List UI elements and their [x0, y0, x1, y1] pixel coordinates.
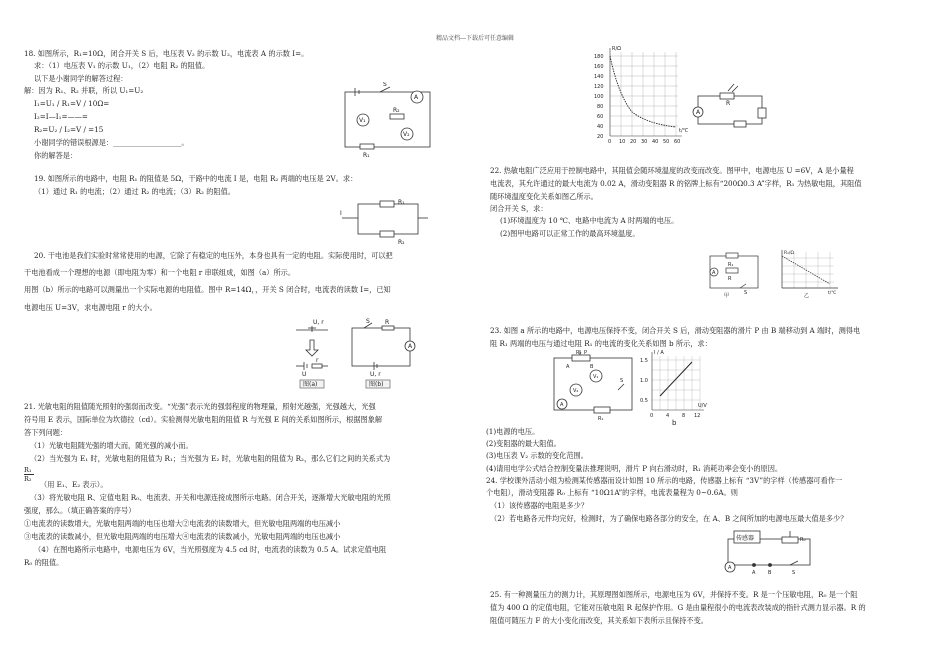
- graph23-xtick: 12: [694, 413, 701, 419]
- q21-line-3: 答下列问题：: [24, 428, 68, 437]
- graph23-ytick: 1.0: [640, 378, 648, 384]
- fig23-label-s: S: [620, 378, 624, 384]
- rt-ytick: 20: [597, 134, 604, 140]
- q23-line-1: 23. 如图 a 所示的电路中，电源电压保持不变，闭合开关 S 后，滑动变阻器的滑片 P 由 B 端移动到 A 端时，测得电: [490, 326, 861, 335]
- q24-line-3: （1）该传感器的电阻是多少？: [490, 501, 589, 510]
- fig22b-xlabel: t/℃: [828, 291, 837, 296]
- rt-ytick: 40: [597, 124, 604, 130]
- photoresistor-circuit: [690, 80, 770, 130]
- q21-line-10: ③电流表的读数减小，但光敏电阻两端的电压增大④电流表的读数减小，光敏电阻两端的电压也减小: [24, 532, 341, 541]
- fig20-label-a: A: [408, 343, 413, 350]
- q19-circuit-diagram: [340, 196, 430, 246]
- rt-ytick: 60: [597, 114, 604, 120]
- q24-line-2: 个电阻），滑动变阻器 R₀ 上标有 “10Ω1A”的字样，电流表量程为 0~0.6A。则: [486, 488, 738, 497]
- fig18-label-v1: V₁: [359, 117, 366, 124]
- q21-ratio-denominator: R₂: [24, 475, 32, 483]
- rt-ytick: 100: [594, 94, 604, 100]
- fig18-label-s: S: [383, 82, 387, 88]
- fig23-label-r2: R₂: [576, 350, 582, 356]
- fig19-label-r2: R₂: [398, 239, 405, 246]
- q18-line-6: I₂=I—I₁=——=: [34, 112, 88, 121]
- graph23-xtick: 0: [650, 413, 654, 419]
- fig23-label-r1: R₁: [598, 416, 604, 422]
- fig22b-caption: 乙: [804, 293, 810, 298]
- rt-xtick: 0: [608, 139, 612, 144]
- photo-circuit-label-a: A: [696, 109, 701, 116]
- fig22a-label-a: A: [712, 270, 716, 276]
- rt-xtick: 10: [619, 139, 626, 144]
- fig20-label-ur: U, r: [370, 371, 381, 378]
- q21-ratio-numerator: R₁: [24, 466, 32, 474]
- q20-line-2: 干电池看成一个理想的电源（即电阻为零）和一个电阻 r 串联组成，如图（a）所示。: [24, 268, 296, 277]
- graph23-caption: b: [672, 419, 677, 426]
- fig20-label-r: R: [385, 319, 390, 326]
- fig24-label-b: B: [768, 570, 772, 576]
- rt-xtick: 30: [641, 139, 648, 144]
- rt-xtick: 40: [652, 139, 659, 144]
- fig20-caption-b: 图(b): [369, 381, 384, 388]
- q20-figures: [292, 318, 422, 390]
- fig22a-label-r: R: [728, 276, 732, 282]
- fig22b-ylabel: R₁/Ω: [784, 251, 794, 256]
- fig24-label-ammeter: A: [728, 565, 732, 571]
- q21-line-11: （4）在图电路所示电路中，电源电压为 6V，当光照强度为 4.5 cd 时，电流表的读数为 0.5 A。试求定值电阻: [34, 545, 387, 554]
- fig20-caption-a: 图(a): [303, 381, 318, 388]
- q22-line-4: 闭合开关 S，求：: [490, 204, 548, 213]
- graph23-xtick: 8: [682, 413, 686, 419]
- fig19-label-r1: R₁: [398, 199, 405, 206]
- q18-line-9: 你的解答是：: [34, 151, 78, 160]
- fig20-label-s: S: [366, 318, 370, 325]
- q21-line-2: 符号用 E 表示，国际单位为坎德拉（cd）。实验测得光敏电阻的阻值 R 与光强 E 间的关系如图所示，根据图象解: [24, 415, 383, 424]
- rt-ytick: 80: [597, 104, 604, 110]
- q24-line-4: （2）若电路各元件均完好，检测时，为了确保电路各部分的安全，在 A、B 之间所加的电源电压最大值是多少？: [490, 514, 848, 523]
- q23-line-3: (1)电源的电压。: [486, 427, 540, 436]
- rt-ytick: 120: [594, 84, 604, 90]
- q22-line-3: 随环境温度变化关系如图乙所示。: [490, 192, 598, 201]
- q21-line-8: 强度，那么。（填正确答案的序号）: [24, 506, 136, 515]
- q24-line-1: 24. 学校课外活动小组为检测某传感器而设计如图 10 所示的电路，传感器上标有 “3V”的字样（传感器可看作一: [486, 476, 843, 485]
- page-header: 精品文档---下载后可任意编辑: [435, 35, 515, 42]
- fig22a-label-s: S: [744, 290, 748, 296]
- graph23-ytick: 1.5: [640, 358, 648, 364]
- q25-line-2: 值为 400 Ω 的定值电阻，它能对压敏电阻 R 起保护作用。G 是由量程很小的电流表改装成的指针式测力显示器。R 的: [490, 603, 866, 612]
- fig20-label-ur-top: U, r: [313, 319, 324, 326]
- rt-xtick: 20: [630, 139, 637, 144]
- fig23-label-a: A: [566, 364, 570, 370]
- q25-line-1: 25. 有一种测量压力的测力计，其原理图如图所示，电源电压为 6V，并保持不变。R 是一个压敏电阻，R₀ 是一个阻: [490, 590, 858, 599]
- rt-ytick: 160: [594, 64, 604, 70]
- q19-line-2: （1）通过 R₁ 的电流；（2）通过 R₂ 的电流；（3）R₂ 的阻值。: [34, 187, 235, 196]
- resistance-temperature-graph: [588, 44, 688, 144]
- rt-xtick: 60: [674, 139, 681, 144]
- q21-line-9: ①电流表的读数增大，光敏电阻两端的电压也增大②电流表的读数增大，但光敏电阻两端的电压减小: [24, 519, 341, 528]
- fig23-label-p: P: [584, 350, 588, 356]
- q23-line-5: (3)电压表 V₂ 示数的变化范围。: [486, 451, 588, 460]
- q22-line-5: (1)环境温度为 10 ℃、电路中电流为 A 时两端的电压。: [500, 216, 679, 225]
- q20-line-4: 电源电压 U=3V，求电源电阻 r 的大小。: [24, 303, 157, 312]
- q23-line-4: (2)变阻器的最大阻值。: [486, 439, 561, 448]
- q23-circuit-diagram: [548, 350, 640, 422]
- fig23-label-ammeter: A: [560, 402, 564, 408]
- fig18-label-v2: V₂: [403, 131, 410, 138]
- graph23-xtick: 4: [666, 413, 670, 419]
- fig18-label-r1: R₁: [363, 152, 370, 159]
- q22-figures: [704, 248, 844, 298]
- q18-line-4: 解：因为 R₁、R₂ 并联，所以 U₁=U₂: [24, 86, 144, 95]
- q18-line-7: R₂=U₂ / I₂=V / =15: [34, 125, 104, 134]
- q20-line-3: 用图（b）所示的电路可以测量出一个实际电源的电阻值。图中 R=14Ω，，开关 S 闭合时，电流表的读数 I=，已知: [24, 285, 391, 294]
- graph23-ylabel: I / A: [654, 350, 664, 356]
- fig23-label-v1: V₁: [593, 374, 599, 380]
- fig22a-caption: 甲: [724, 293, 730, 298]
- fig24-label-a: A: [752, 570, 756, 576]
- fig18-label-a: A: [414, 94, 419, 101]
- q21-line-6: （用 E₁、E₂ 表示）。: [40, 480, 108, 489]
- q18-line-1: 18. 如图所示，R₁=10Ω，闭合开关 S 后，电压表 V₂ 的示数 U₂，电流表 A 的示数 I=。: [24, 49, 309, 58]
- photo-circuit-label-r: R: [726, 100, 731, 107]
- q21-line-12: R₀ 的阻值。: [24, 558, 64, 567]
- fig19-label-i: I: [340, 210, 342, 217]
- q18-line-2: 求：（1）电压表 V₁ 的示数 U₁，（2）电阻 R₂ 的阻值。: [34, 61, 210, 70]
- fig20-label-r-small: r: [316, 357, 319, 364]
- rt-xlabel: t/℃: [679, 128, 688, 134]
- fig24-sensor-label: 传感器: [736, 535, 755, 542]
- q20-line-1: 20. 干电池是我们实验时常常使用的电源，它除了有稳定的电压外，本身也具有一定的电阻。实际使用时，可以把: [34, 251, 393, 260]
- q23-line-6: (4)请用电学公式结合控制变量法推理说明，滑片 P 向右滑动时，R₁ 消耗功率会变小的原因。: [486, 464, 783, 473]
- graph23-xlabel: U/V: [698, 403, 707, 409]
- fig23-label-v2: V₂: [573, 388, 579, 394]
- fig22a-label-r1: R₁: [728, 262, 734, 268]
- graph23-ytick: 0.5: [640, 398, 648, 404]
- q25-line-3: 阻值可随压力 F 的大小变化而改变，其关系如下表所示且保持不变。: [490, 616, 708, 625]
- fig24-label-r0: R₀: [800, 537, 806, 543]
- q22-line-2: 电流表，其允许通过的最大电流为 0.02 A，滑动变阻器 R 的铭牌上标有“200Ω0.3 A”字样，R₁ 为热敏电阻，其阻值: [490, 179, 862, 188]
- q18-circuit-diagram: [335, 82, 435, 162]
- q22-line-1: 22. 热敏电阻广泛应用于控制电路中，其阻值会随环境温度的改变而改变。图甲中，电源电压 U =6V，A 是小量程: [490, 166, 854, 175]
- q21-line-4: （1）光敏电阻随光强的增大而，随光强的减小而。: [30, 441, 193, 450]
- q19-line-1: 19. 如图所示的电路中，电阻 R₁ 的阻值是 5Ω，干路中的电流 I 是，电阻 R₂ 两端的电压是 2V。求：: [34, 174, 358, 183]
- q22-line-6: (2)图甲电路可以正常工作的最高环境温度。: [500, 229, 640, 238]
- q24-circuit-diagram: [720, 527, 820, 579]
- fig18-label-r2: R₂: [393, 107, 400, 114]
- rt-ytick: 140: [594, 74, 604, 80]
- rt-graph-ylabel: R/Ω: [612, 46, 621, 52]
- fig23-label-b: B: [590, 364, 594, 370]
- fig20-label-u: U: [302, 371, 307, 378]
- q23-line-2: 阻 R₁ 两端的电压与通过电阻 R₁ 的电流的变化关系如图 b 所示，求：: [490, 339, 712, 348]
- rt-ytick: 180: [594, 54, 604, 60]
- q18-line-3: 以下是小谢同学的解答过程：: [34, 74, 128, 83]
- rt-xtick: 50: [663, 139, 670, 144]
- q21-line-1: 21. 光敏电阻的阻值随光照射的强弱而改变。“光强”表示光的强弱程度的物理量，照射光越强，光强越大，光强: [24, 402, 376, 411]
- q21-line-7: （3）将光敏电阻 R、定值电阻 R₀、电流表、开关和电源连接成图所示电路。闭合开关，逐渐增大光敏电阻的光照: [30, 493, 391, 502]
- q23-iu-graph: [640, 348, 708, 426]
- q18-line-8: 小谢同学的错误根源是：___________________。: [34, 138, 189, 147]
- fig24-label-s: S: [792, 570, 796, 576]
- q21-line-5: （2）当光强为 E₁ 时，光敏电阻的阻值为 R₁；当光强为 E₂ 时，光敏电阻的阻值为 R₂，那么它们之间的关系式为: [30, 454, 391, 463]
- q18-line-5: I₁=U₁ / R₁=V / 10Ω=: [34, 99, 110, 108]
